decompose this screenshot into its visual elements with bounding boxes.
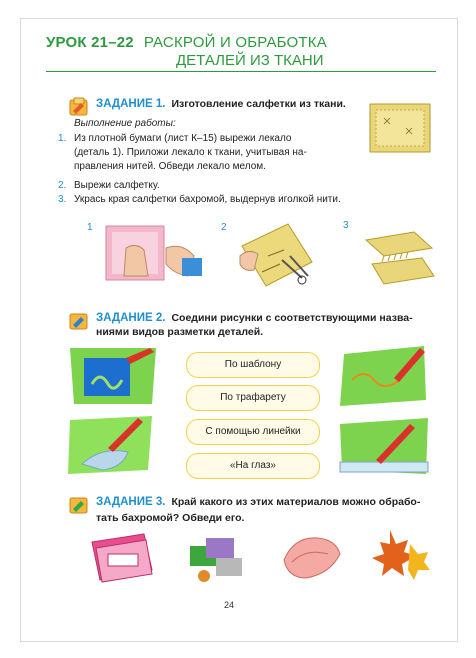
- step-line: Из плотной бумаги (лист К–15) вырежи лекало: [74, 133, 292, 144]
- ruler-illustration: [336, 414, 432, 480]
- task2-line1: Соедини рисунки с соответствующими назва-: [171, 312, 413, 324]
- page-number: 24: [224, 600, 235, 610]
- task2-heading-line2: [96, 326, 263, 338]
- lesson-title-line1: РАСКРОЙ И ОБРАБОТКА: [143, 34, 327, 51]
- task2-label: ЗАДАНИЕ 2.: [96, 312, 166, 324]
- step-line: правления нитей. Обведи лекало мелом.: [74, 161, 266, 172]
- step-number: 3.: [58, 194, 67, 205]
- option-by-eye[interactable]: «На глаз»: [186, 453, 320, 479]
- freehand-illustration: [64, 412, 156, 478]
- option-by-stencil[interactable]: По трафарету: [186, 385, 320, 411]
- cutting-napkin-illustration: [232, 216, 318, 292]
- lesson-title: [46, 34, 327, 51]
- stencil-illustration: [66, 344, 160, 408]
- picture-number-3: 3: [343, 220, 349, 231]
- title-rule: [46, 71, 436, 72]
- task1-heading: [96, 98, 346, 110]
- task-badge-icon: [68, 494, 90, 516]
- task3-line2: тать бахромой? Обведи его.: [96, 512, 245, 524]
- step-line: (деталь 1). Приложи лекало к ткани, учитывая на-: [74, 147, 307, 158]
- lesson-number: УРОК 21–22: [46, 34, 134, 51]
- step-number: 1.: [58, 133, 67, 144]
- napkin-illustration: [364, 98, 436, 158]
- picture-number-1: 1: [87, 222, 93, 233]
- task1-step-1: [58, 132, 368, 174]
- task1-steps: [58, 132, 368, 207]
- task-badge-icon: [68, 96, 90, 118]
- fabric-illustration: [278, 530, 346, 584]
- fringe-napkin-illustration: [362, 228, 438, 288]
- step-line: Вырежи салфетку.: [74, 180, 160, 191]
- task2-heading: [96, 312, 413, 324]
- task2-line2: ниями видов разметки деталей.: [96, 326, 264, 338]
- paper-stack-illustration: [86, 530, 160, 586]
- task3-line1: Край какого из этих материалов можно обрабо-: [171, 496, 421, 508]
- task3-heading: [96, 496, 420, 508]
- step-line: Укрась края салфетки бахромой, выдернув иголкой нити.: [74, 194, 341, 205]
- lesson-title-line2: ДЕТАЛЕЙ ИЗ ТКАНИ: [176, 52, 324, 69]
- picture-number-2: 2: [221, 222, 227, 233]
- template-illustration: [338, 344, 430, 408]
- task3-label: ЗАДАНИЕ 3.: [96, 496, 166, 508]
- plasticine-illustration: [184, 530, 252, 584]
- option-with-ruler[interactable]: С помощью линейки: [186, 419, 320, 445]
- task1-step-3: [58, 193, 368, 207]
- task-badge-icon: [68, 310, 90, 332]
- option-by-template[interactable]: По шаблону: [186, 352, 320, 378]
- task1-step-2: [58, 179, 368, 193]
- tracing-template-illustration: [96, 218, 206, 290]
- task1-label: ЗАДАНИЕ 1.: [96, 98, 166, 110]
- step-number: 2.: [58, 180, 67, 191]
- task1-text: Изготовление салфетки из ткани.: [171, 98, 346, 110]
- task1-subtitle: Выполнение работы:: [74, 118, 176, 129]
- autumn-leaves-illustration: [370, 524, 432, 584]
- task3-heading-line2: [96, 512, 244, 524]
